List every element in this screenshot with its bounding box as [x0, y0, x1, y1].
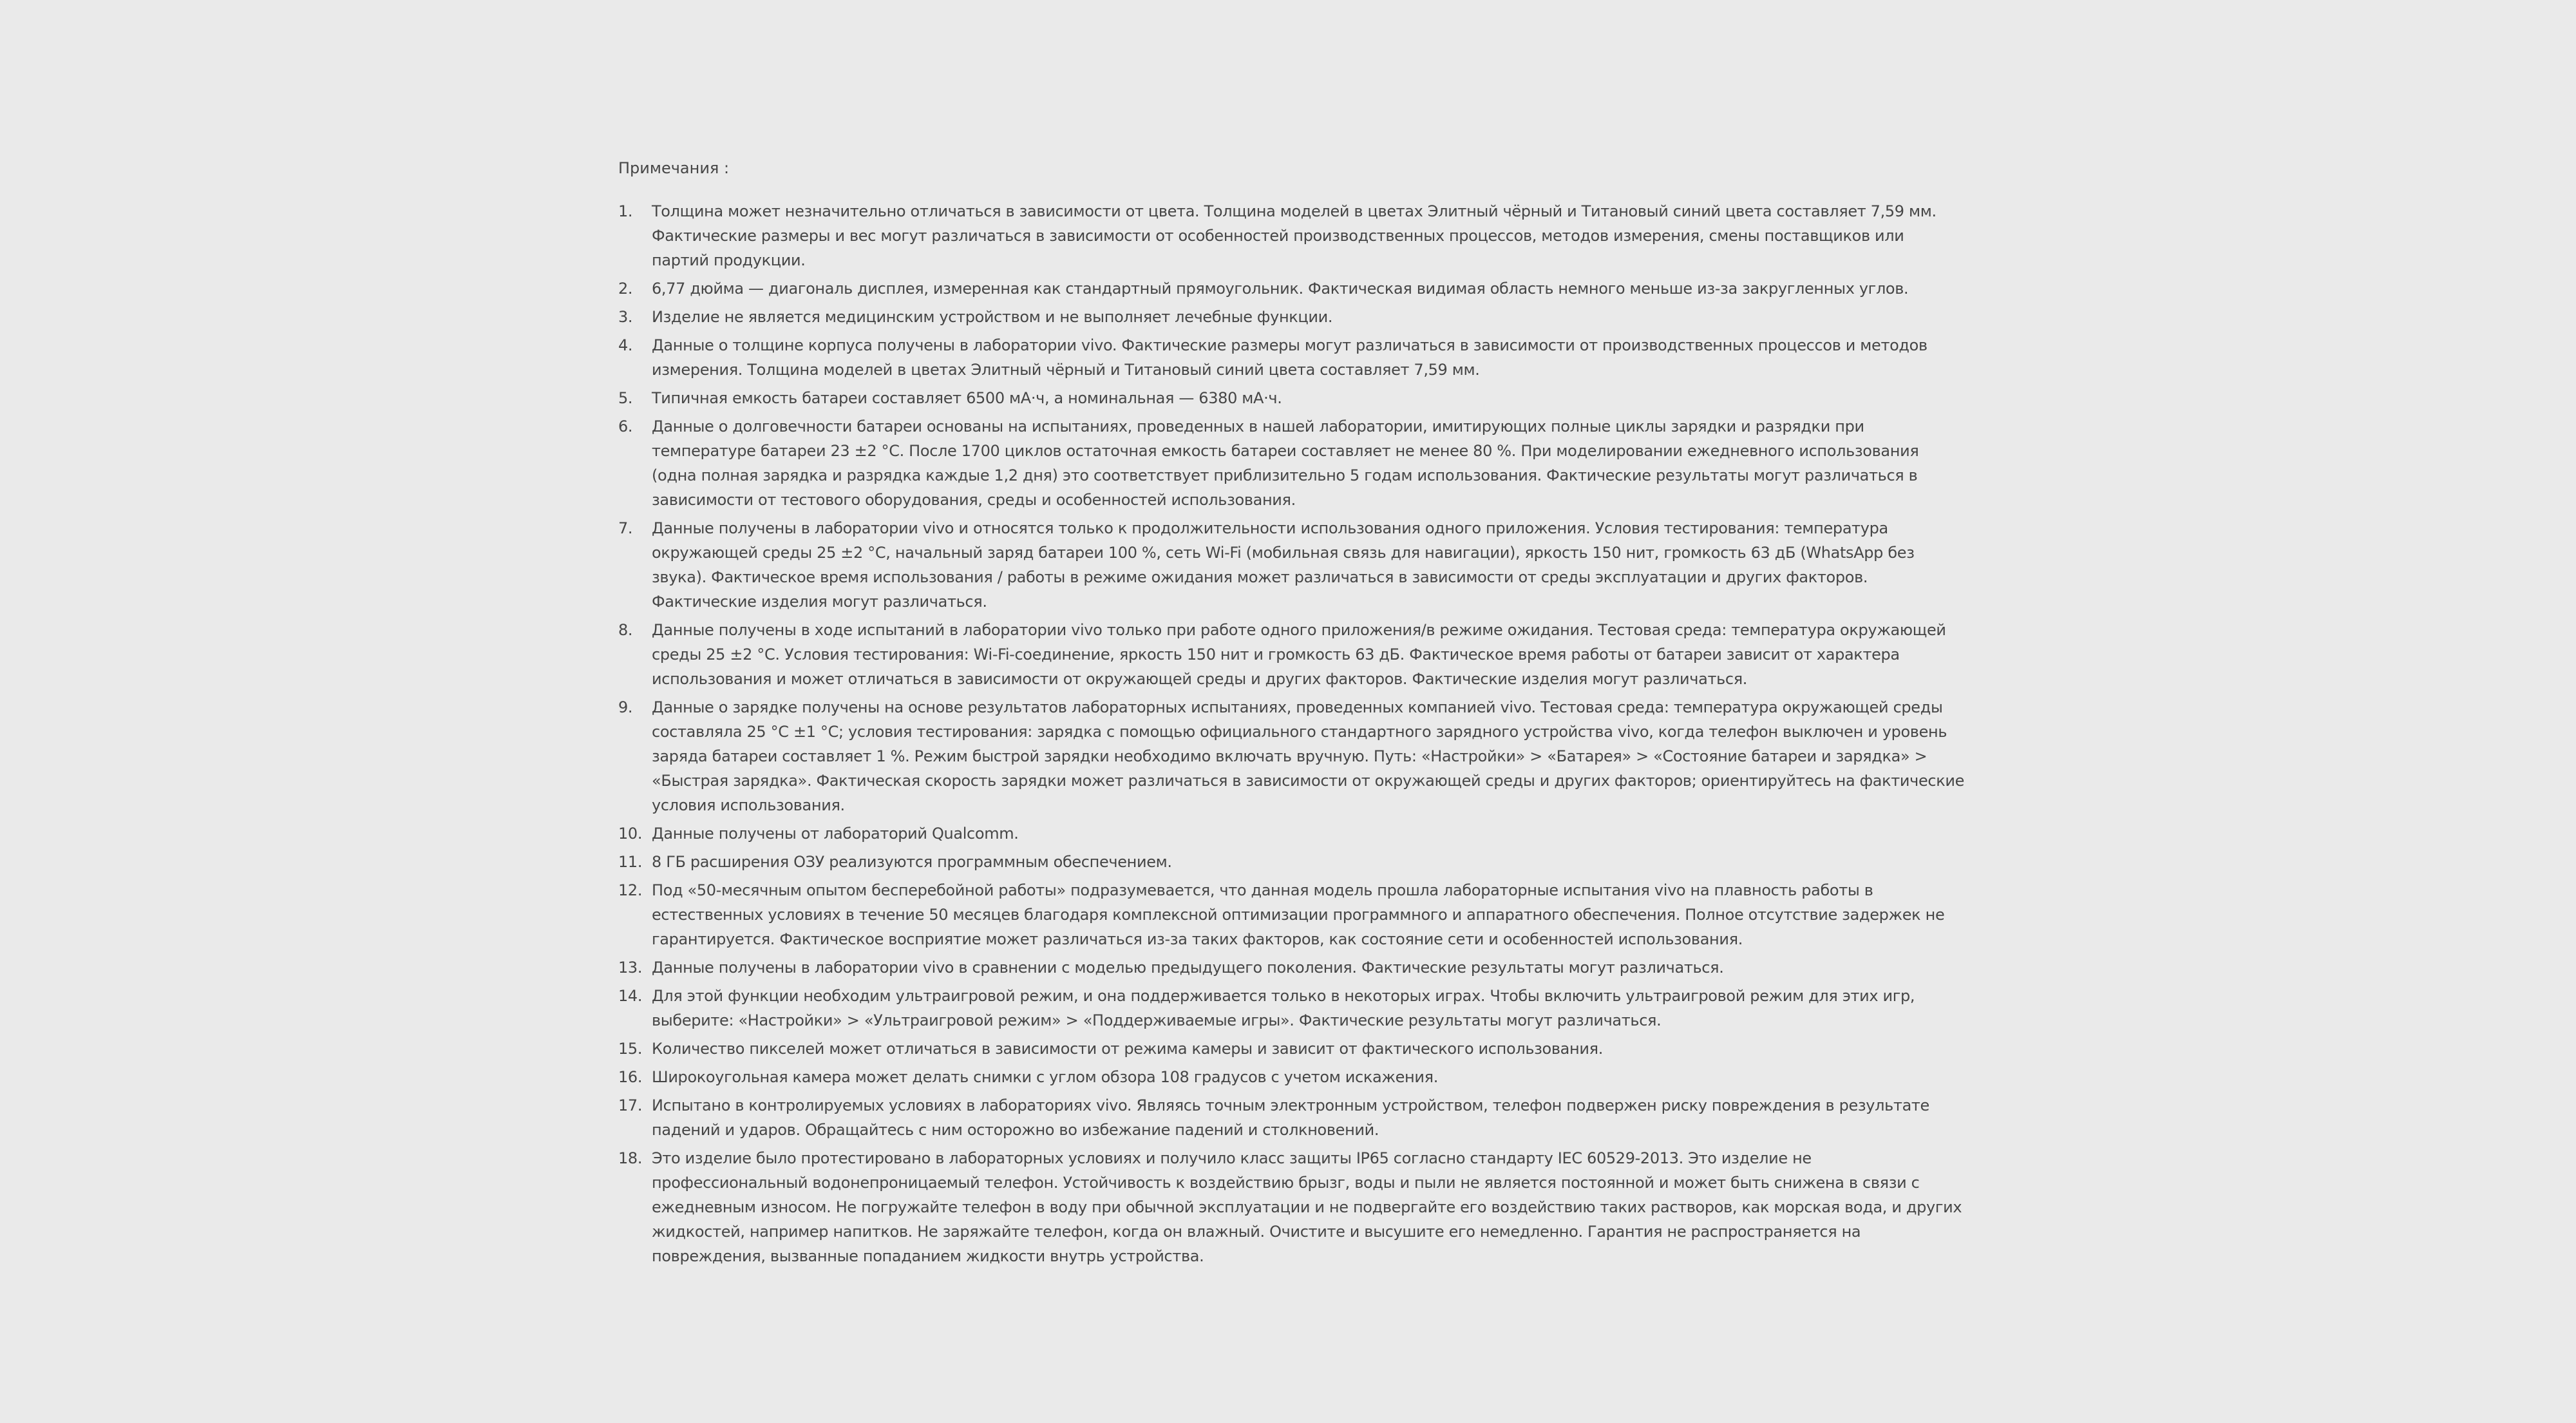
note-item: [618, 850, 1971, 874]
note-item: [618, 1146, 1971, 1268]
note-item: [618, 305, 1971, 329]
note-item: [618, 199, 1971, 272]
notes-list: [618, 199, 1971, 1268]
note-text: Данные получены в лаборатории vivo и относятся только к продолжительности использования одного приложения. Условия тестирования: температура окружающей среды 25 ±2 °C, начальный заряд батареи 100 %, сеть Wi-Fi (мобильная связь для навигации), яркость 150 нит, громкость 63 дБ (WhatsApp без звука). Фактическое время использования / работы в режиме ожидания может различаться в зависимости от среды эксплуатации и других факторов. Фактические изделия могут различаться.: [652, 519, 1915, 611]
note-text: Для этой функции необходим ультраигровой режим, и она поддерживается только в некоторых играх. Чтобы включить ультраигровой режим для этих игр, выберите: «Настройки» > «Ультраигровой режим» > «Поддерживаемые игры». Фактические результаты могут различаться.: [652, 987, 1915, 1029]
note-number: 5.: [618, 389, 633, 407]
note-number: 7.: [618, 519, 633, 537]
note-item: [618, 984, 1971, 1033]
note-number: 14.: [618, 987, 643, 1005]
note-number: 6.: [618, 417, 633, 435]
note-text: Под «50-месячным опытом бесперебойной работы» подразумевается, что данная модель прошла лабораторные испытания vivo на плавность работы в естественных условиях в течение 50 месяцев благодаря комплексной оптимизации программного и аппаратного обеспечения. Полное отсутствие задержек не гарантируется. Фактическое восприятие может различаться из-за таких факторов, как состояние сети и особенностей использования.: [652, 881, 1945, 948]
note-item: [618, 386, 1971, 410]
note-item: [618, 414, 1971, 512]
note-item: [618, 821, 1971, 846]
note-number: 11.: [618, 853, 643, 871]
note-item: [618, 1036, 1971, 1061]
note-number: 2.: [618, 280, 633, 298]
note-number: 17.: [618, 1096, 643, 1114]
note-text: Данные получены от лабораторий Qualcomm.: [652, 825, 1019, 843]
note-number: 8.: [618, 621, 633, 639]
note-item: [618, 695, 1971, 817]
note-number: 9.: [618, 698, 633, 716]
note-item: [618, 618, 1971, 691]
note-text: 8 ГБ расширения ОЗУ реализуются программным обеспечением.: [652, 853, 1172, 871]
note-text: Количество пикселей может отличаться в зависимости от режима камеры и зависит от фактического использования.: [652, 1040, 1603, 1058]
note-text: Толщина может незначительно отличаться в зависимости от цвета. Толщина моделей в цветах Элитный чёрный и Титановый синий цвета составляет 7,59 мм. Фактические размеры и вес могут различаться в зависимости от особенностей производственных процессов, методов измерения, смены поставщиков или партий продукции.: [652, 202, 1937, 269]
note-text: Данные о толщине корпуса получены в лаборатории vivo. Фактические размеры могут различаться в зависимости от производственных процессов и методов измерения. Толщина моделей в цветах Элитный чёрный и Титановый синий цвета составляет 7,59 мм.: [652, 336, 1927, 379]
note-text: Это изделие было протестировано в лабораторных условиях и получило класс защиты IP65 согласно стандарту IEC 60529-2013. Это изделие не профессиональный водонепроницаемый телефон. Устойчивость к воздействию брызг, воды и пыли не является постоянной и может быть снижена в связи с ежедневным износом. Не погружайте телефон в воду при обычной эксплуатации и не подвергайте его воздействию таких растворов, как морская вода, и других жидкостей, например напитков. Не заряжайте телефон, когда он влажный. Очистите и высушите его немедленно. Гарантия не распространяется на повреждения, вызванные попаданием жидкости внутрь устройства.: [652, 1149, 1962, 1265]
note-item: [618, 878, 1971, 951]
note-text: 6,77 дюйма — диагональ дисплея, измеренная как стандартный прямоугольник. Фактическая видимая область немного меньше из-за закругленных углов.: [652, 280, 1909, 298]
note-text: Данные получены в ходе испытаний в лаборатории vivo только при работе одного приложения/в режиме ожидания. Тестовая среда: температура окружающей среды 25 ±2 °C. Условия тестирования: Wi-Fi-соединение, яркость 150 нит и громкость 63 дБ. Фактическое время работы от батареи зависит от характера использования и может отличаться в зависимости от окружающей среды и других факторов. Фактические изделия могут различаться.: [652, 621, 1946, 688]
note-item: [618, 516, 1971, 614]
note-number: 4.: [618, 336, 633, 354]
note-text: Изделие не является медицинским устройством и не выполняет лечебные функции.: [652, 308, 1333, 326]
note-number: 15.: [618, 1040, 643, 1058]
note-number: 18.: [618, 1149, 643, 1167]
note-text: Типичная емкость батареи составляет 6500 мА·ч, а номинальная — 6380 мА·ч.: [652, 389, 1282, 407]
note-item: [618, 276, 1971, 301]
note-number: 3.: [618, 308, 633, 326]
note-number: 16.: [618, 1068, 643, 1086]
note-text: Данные о зарядке получены на основе результатов лабораторных испытаниях, проведенных компанией vivo. Тестовая среда: температура окружающей среды составляла 25 °C ±1 °C; условия тестирования: зарядка с помощью официального стандартного зарядного устройства vivo, когда телефон выключен и уровень заряда батареи составляет 1 %. Режим быстрой зарядки необходимо включать вручную. Путь: «Настройки» > «Батарея» > «Состояние батареи и зарядка» > «Быстрая зарядка». Фактическая скорость зарядки может различаться в зависимости от окружающей среды и других факторов; ориентируйтесь на фактические условия использования.: [652, 698, 1965, 814]
note-number: 1.: [618, 202, 633, 220]
note-item: [618, 1093, 1971, 1142]
note-text: Данные получены в лаборатории vivo в сравнении с моделью предыдущего поколения. Фактические результаты могут различаться.: [652, 959, 1724, 977]
note-text: Испытано в контролируемых условиях в лабораториях vivo. Являясь точным электронным устройством, телефон подвержен риску повреждения в результате падений и ударов. Обращайтесь с ним осторожно во избежание падений и столкновений.: [652, 1096, 1929, 1139]
note-number: 10.: [618, 825, 643, 843]
notes-title: Примечания :: [618, 159, 730, 177]
note-text: Данные о долговечности батареи основаны на испытаниях, проведенных в нашей лаборатории, имитирующих полные циклы зарядки и разрядки при температуре батареи 23 ±2 °C. После 1700 циклов остаточная емкость батареи составляет не менее 80 %. При моделировании ежедневного использования (одна полная зарядка и разрядка каждые 1,2 дня) это соответствует приблизительно 5 годам использования. Фактические результаты могут различаться в зависимости от тестового оборудования, среды и особенностей использования.: [652, 417, 1919, 509]
note-item: [618, 333, 1971, 382]
note-item: [618, 955, 1971, 980]
note-number: 13.: [618, 959, 643, 977]
note-text: Широкоугольная камера может делать снимки с углом обзора 108 градусов с учетом искажения.: [652, 1068, 1438, 1086]
notes-section: [618, 155, 1971, 1272]
note-number: 12.: [618, 881, 643, 899]
note-item: [618, 1065, 1971, 1089]
